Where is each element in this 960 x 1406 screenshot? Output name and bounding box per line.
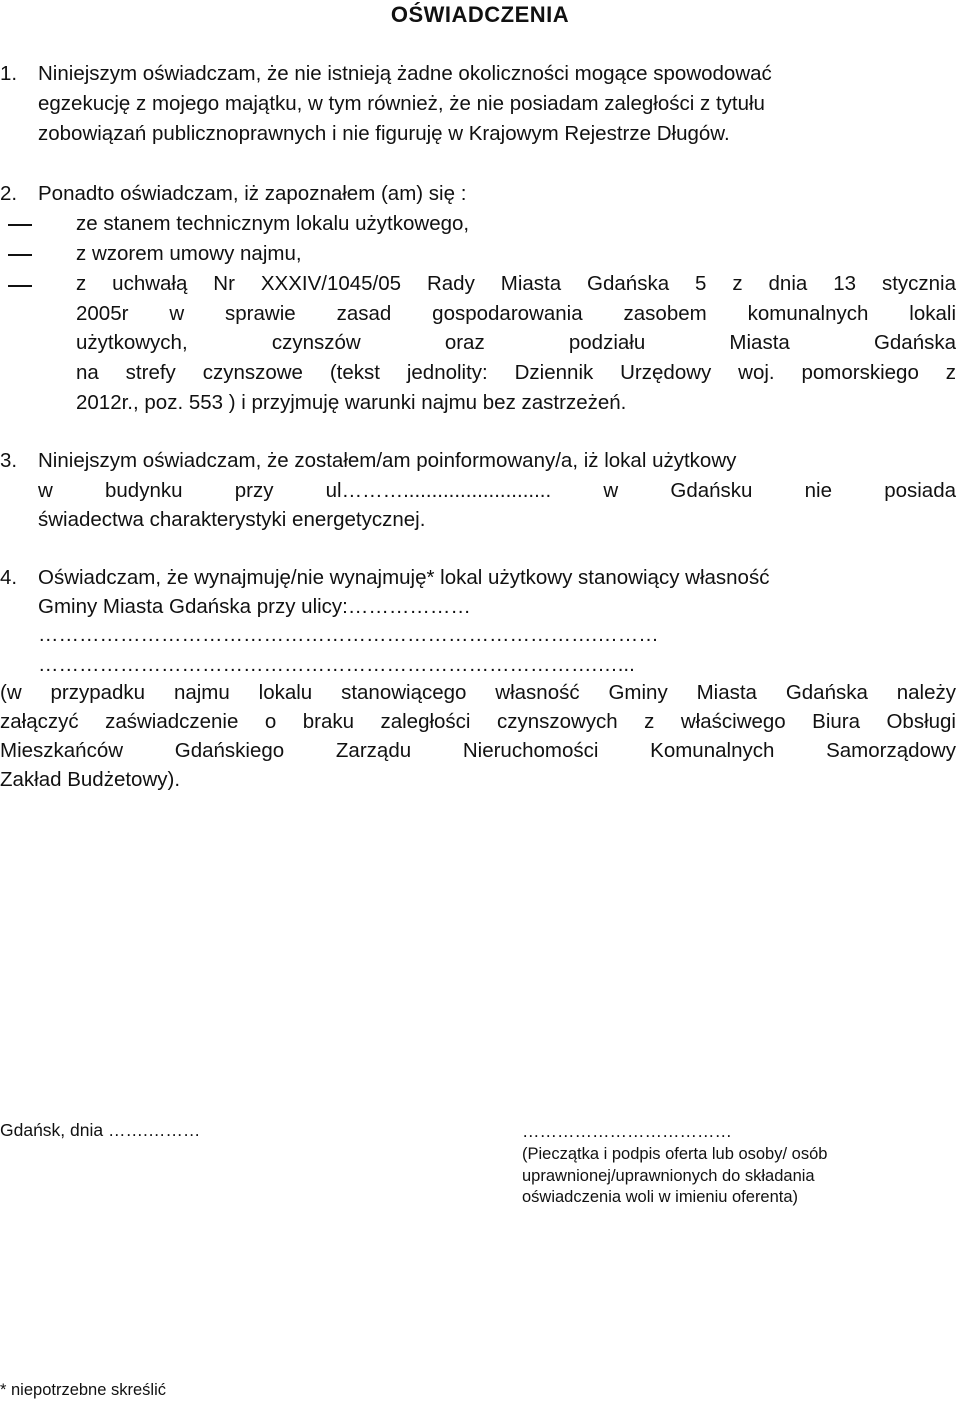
signature-caption-3: oświadczenia woli w imieniu oferenta) — [522, 1188, 799, 1206]
section-3-text-2: w budynku przy ul……….......................... w Gdańsku nie posiada — [38, 479, 956, 502]
section-3-text-1: Niniejszym oświadczam, że zostałem/am poinformowany/a, iż lokal użytkowy — [38, 449, 737, 472]
section-2-number: 2. — [0, 182, 18, 205]
signature-line: ……………………………… — [522, 1121, 732, 1141]
section-4-number: 4. — [0, 566, 18, 589]
section-1-text-2: egzekucję z mojego majątku, w tym również, że nie posiadam zaległości z tytułu — [38, 92, 765, 115]
date-field-label: Gdańsk, dnia …….……… — [0, 1120, 201, 1140]
section-1-text-3: zobowiązań publicznoprawnych i nie figuruję w Krajowym Rejestrze Długów. — [38, 122, 730, 145]
section-1-number: 1. — [0, 62, 18, 85]
page-title: OŚWIADCZENIA — [390, 2, 570, 27]
section-1-text-1: Niniejszym oświadczam, że nie istnieją żadne okoliczności mogące spowodować — [38, 62, 772, 85]
section-4-dotted-line-2: ……………………………………………………………………….…... — [38, 653, 635, 676]
section-3-number: 3. — [0, 449, 18, 472]
section-4-paragraph-2: załączyć zaświadczenie o braku zaległości czynszowych z właściwego Biura Obsługi — [0, 710, 956, 733]
section-1-line-1 — [0, 59, 958, 89]
bullet-3-text-3: użytkowych, czynszów oraz podziału Miasta Gdańska — [76, 331, 956, 354]
signature-caption-1: (Pieczątka i podpis oferta lub osoby/ osób — [522, 1145, 828, 1163]
dash-bullet-3 — [8, 285, 32, 287]
section-3-text-3: świadectwa charakterystyki energetycznej. — [38, 508, 426, 531]
signature-caption-2: uprawnionej/uprawnionych do składania — [522, 1167, 815, 1185]
bullet-3-text-4: na strefy czynszowe (tekst jednolity: Dziennik Urzędowy woj. pomorskiego z — [76, 361, 956, 384]
section-4-line-1 — [0, 563, 958, 593]
section-4-paragraph-4: Zakład Budżetowy). — [0, 768, 181, 791]
section-3-line-1 — [0, 446, 958, 476]
section-4-dotted-line-1: ……………………………………………………………………….……… — [38, 623, 659, 646]
dash-bullet-2 — [8, 254, 32, 256]
section-4-paragraph-3: Mieszkańców Gdańskiego Zarządu Nieruchomości Komunalnych Samorządowy — [0, 739, 956, 762]
bullet-3-text-5: 2012r., poz. 553 ) i przyjmuję warunki najmu bez zastrzeżeń. — [76, 391, 627, 414]
section-4-paragraph-1: (w przypadku najmu lokalu stanowiącego własność Gminy Miasta Gdańska należy — [0, 681, 956, 704]
bullet-3-text-2: 2005r w sprawie zasad gospodarowania zasobem komunalnych lokali — [76, 302, 956, 325]
bullet-3-text-1: z uchwałą Nr XXXIV/1045/05 Rady Miasta Gdańska 5 z dnia 13 stycznia — [76, 272, 956, 295]
bullet-2-text: z wzorem umowy najmu, — [76, 242, 302, 265]
section-2-intro: Ponadto oświadczam, iż zapoznałem (am) się : — [38, 182, 467, 205]
section-4-text-1: Oświadczam, że wynajmuję/nie wynajmuję* lokal użytkowy stanowiący własność — [38, 566, 770, 589]
section-2-line-1 — [0, 179, 958, 209]
section-4-text-2: Gminy Miasta Gdańska przy ulicy:……………… — [38, 595, 471, 618]
bullet-1-text: ze stanem technicznym lokalu użytkowego, — [76, 212, 470, 235]
dash-bullet-1 — [8, 224, 32, 226]
footnote: * niepotrzebne skreślić — [0, 1381, 166, 1399]
